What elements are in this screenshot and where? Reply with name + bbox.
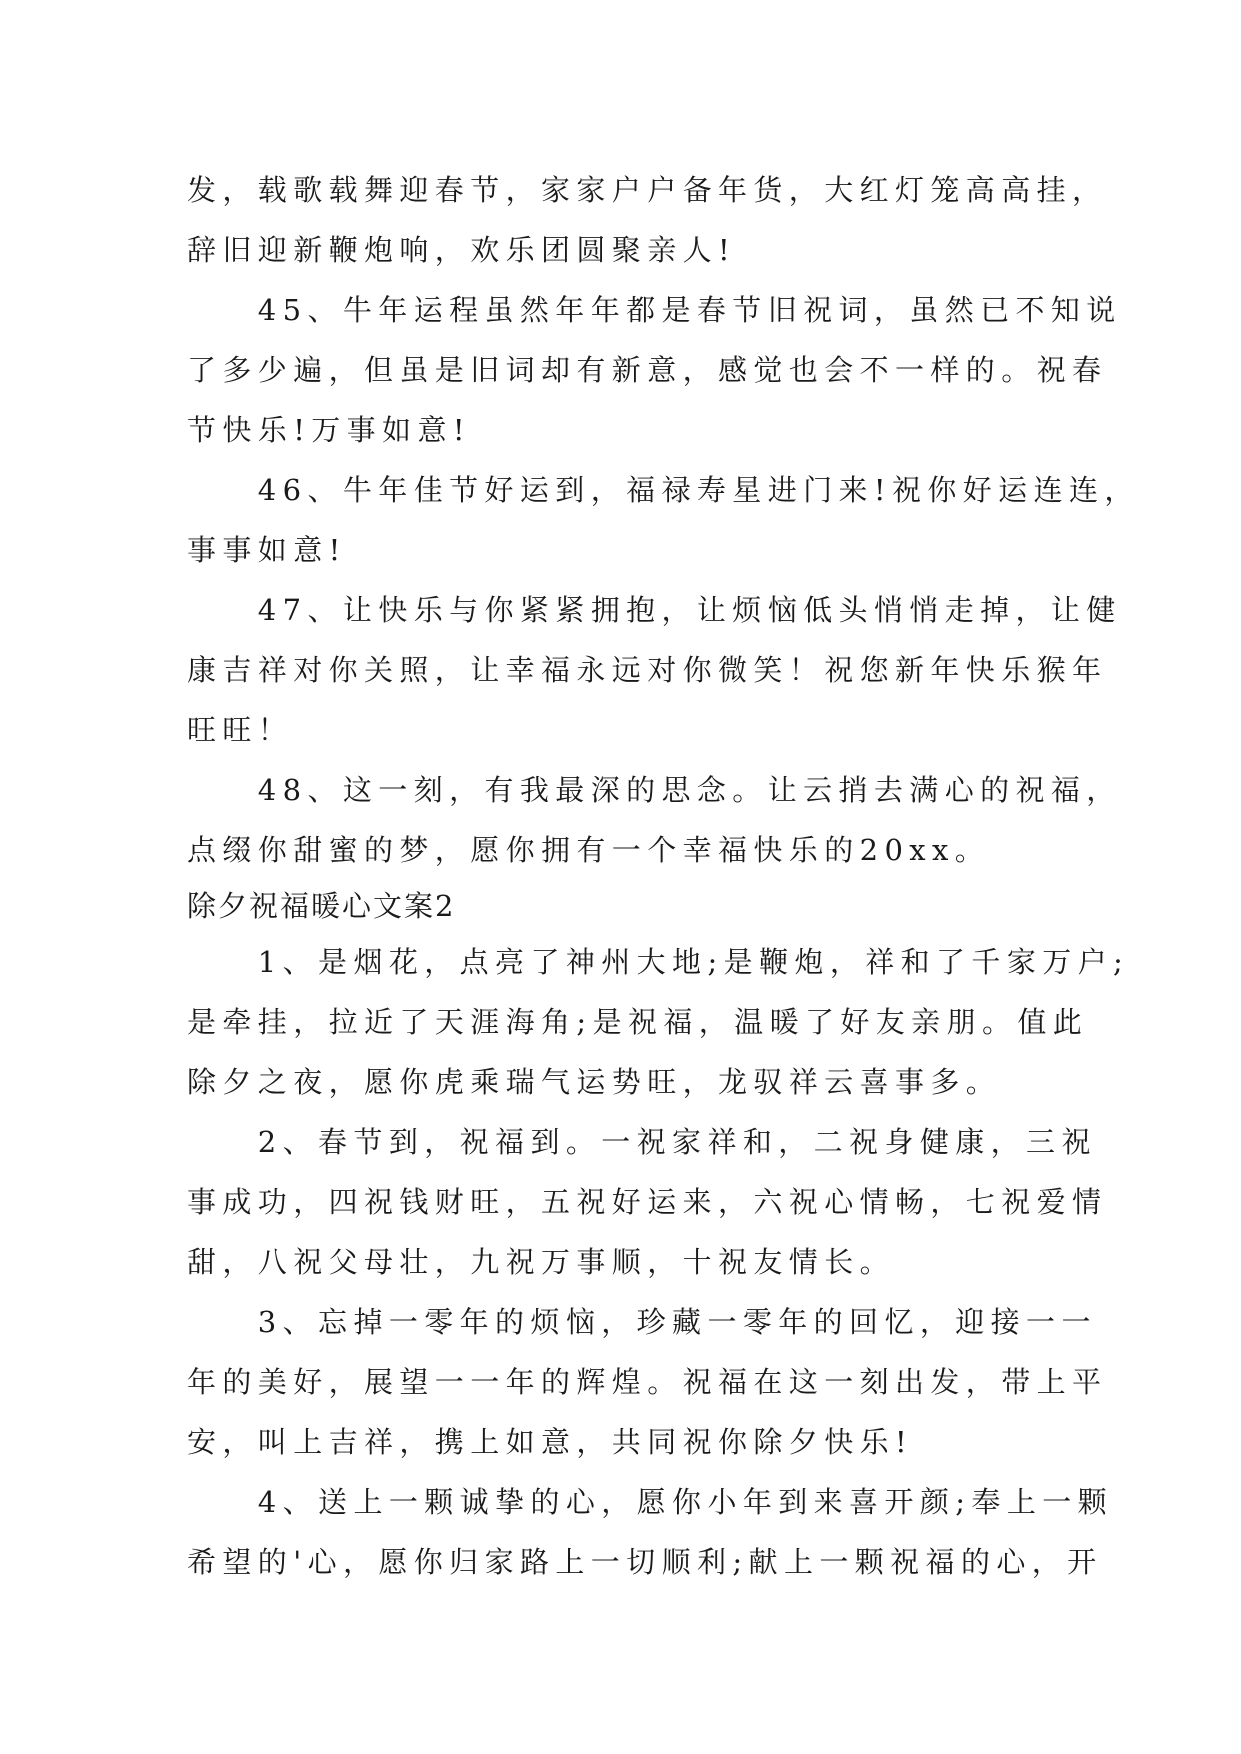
paragraph-48-line: 48、这一刻，有我最深的思念。让云捎去满心的祝福， <box>187 773 1122 807</box>
text-line: 事事如意! <box>187 533 347 567</box>
text-line: 了多少遍，但虽是旧词却有新意，感觉也会不一样的。祝春 <box>187 353 1108 387</box>
text-line: 希望的'心，愿你归家路上一切顺利;献上一颗祝福的心，开 <box>187 1545 1103 1579</box>
paragraph-3-line: 3、忘掉一零年的烦恼，珍藏一零年的回忆，迎接一一 <box>187 1305 1097 1339</box>
paragraph-1-line: 1、是烟花，点亮了神州大地;是鞭炮，祥和了千家万户; <box>187 945 1130 979</box>
paragraph-46-line: 46、牛年佳节好运到，福禄寿星进门来!祝你好运连连， <box>187 473 1140 507</box>
text-line: 除夕之夜，愿你虎乘瑞气运势旺，龙驭祥云喜事多。 <box>187 1065 1002 1099</box>
text-line: 节快乐!万事如意! <box>187 413 471 447</box>
text-line: 辞旧迎新鞭炮响，欢乐团圆聚亲人! <box>187 233 737 267</box>
text-line: 发，载歌载舞迎春节，家家户户备年货，大红灯笼高高挂， <box>187 173 1108 207</box>
text-line: 甜，八祝父母壮，九祝万事顺，十祝友情长。 <box>187 1245 896 1279</box>
section-heading: 除夕祝福暖心文案2 <box>187 889 456 923</box>
text-line: 事成功，四祝钱财旺，五祝好运来，六祝心情畅，七祝爱情 <box>187 1185 1108 1219</box>
text-line: 安，叫上吉祥，携上如意，共同祝你除夕快乐! <box>187 1425 914 1459</box>
text-line: 年的美好，展望一一年的辉煌。祝福在这一刻出发，带上平 <box>187 1365 1108 1399</box>
paragraph-4-line: 4、送上一颗诚挚的心，愿你小年到来喜开颜;奉上一颗 <box>187 1485 1114 1519</box>
text-line: 点缀你甜蜜的梦，愿你拥有一个幸福快乐的20xx。 <box>187 833 991 867</box>
text-line: 康吉祥对你关照，让幸福永远对你微笑！祝您新年快乐猴年 <box>187 653 1108 687</box>
text-line: 旺旺！ <box>187 713 294 747</box>
text-line: 是牵挂，拉近了天涯海角;是祝福，温暖了好友亲朋。值此 <box>187 1005 1089 1039</box>
paragraph-2-line: 2、春节到，祝福到。一祝家祥和，二祝身健康，三祝 <box>187 1125 1097 1159</box>
paragraph-45-line: 45、牛年运程虽然年年都是春节旧祝词，虽然已不知说 <box>187 293 1122 327</box>
paragraph-47-line: 47、让快乐与你紧紧拥抱，让烦恼低头悄悄走掉，让健 <box>187 593 1122 627</box>
document-body <box>187 160 1140 1592</box>
